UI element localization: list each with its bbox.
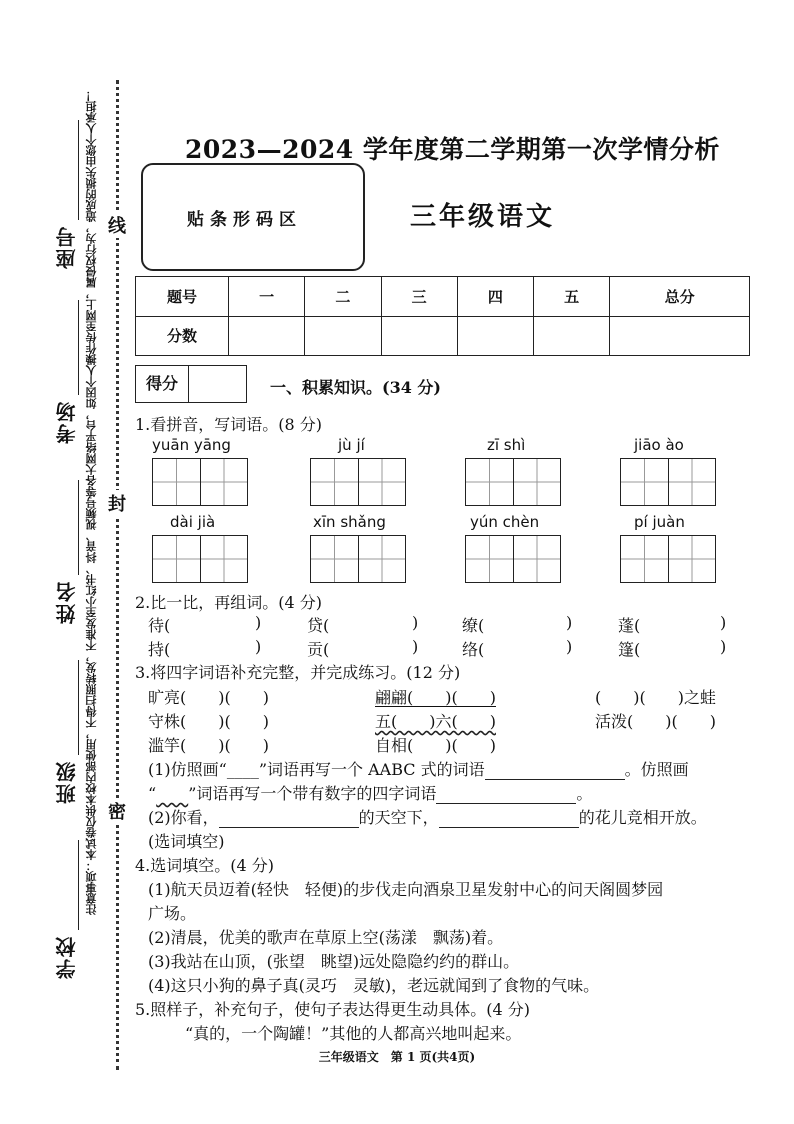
- q5-title: 5.照样子，补充句子，使句子表达得更生动具体。(4 分): [135, 1000, 531, 1019]
- section-heading: 一、积累知识。(34 分): [270, 378, 441, 397]
- exam-room-field[interactable]: [78, 300, 79, 395]
- score-input-cell[interactable]: [229, 316, 305, 356]
- writing-grid[interactable]: [152, 458, 248, 506]
- compare-char: 蓬(: [618, 616, 641, 635]
- class-field[interactable]: [78, 660, 79, 755]
- section-score-label: 得分: [136, 366, 189, 402]
- writing-grid[interactable]: [465, 535, 561, 583]
- seat-number-label: 座号: [55, 225, 79, 269]
- pinyin-label: xīn shǎng: [313, 513, 386, 531]
- compare-close: ): [720, 637, 727, 656]
- name-field[interactable]: [78, 480, 79, 575]
- idiom-item: 滥竽( )( ): [148, 736, 269, 755]
- q3-title: 3.将四字词语补充完整，并完成练习。(12 分): [135, 663, 461, 682]
- score-row-label: 分数: [136, 316, 229, 356]
- writing-grid[interactable]: [310, 535, 406, 583]
- score-input-cell[interactable]: [457, 316, 533, 356]
- score-header-cell: 题号: [136, 277, 229, 317]
- q3-sub1: [148, 757, 689, 780]
- barcode-area: [141, 163, 365, 271]
- q3-sub1-text: (1)仿照画“____”词语再写一个 AABC 式的词语: [148, 760, 485, 779]
- cut-word-line: 线: [108, 212, 126, 238]
- score-header-cell: 一: [229, 277, 305, 317]
- writing-grid[interactable]: [465, 458, 561, 506]
- pinyin-label: yún chèn: [470, 513, 540, 531]
- idiom-item: ( )( )之蛙: [595, 688, 716, 707]
- pinyin-label: pí juàn: [634, 513, 685, 531]
- q5-example: “真的，一个陶罐！”其他的人都高兴地叫起来。: [185, 1024, 522, 1043]
- q3-sub1-cont: [148, 781, 592, 804]
- compare-char: 贡(: [307, 640, 330, 659]
- compare-char: 待(: [148, 616, 171, 635]
- idiom-item-wavy: 五( )六( ): [375, 712, 496, 731]
- pinyin-label: zī shì: [487, 436, 526, 454]
- idiom-item: 守株( )( ): [148, 712, 269, 731]
- q4-line: (1)航天员迈着(轻快 轻便)的步伐走向酒泉卫星发射中心的问天阁圆梦园: [148, 880, 664, 899]
- answer-blank[interactable]: [436, 784, 576, 804]
- idiom-item: 自相( )( ): [375, 736, 496, 755]
- score-header-cell: 总分: [610, 277, 750, 317]
- q2-title: 2.比一比，再组词。(4 分): [135, 593, 323, 612]
- score-header-cell: 四: [457, 277, 533, 317]
- pinyin-label: yuān yāng: [152, 436, 231, 454]
- q3-sub2-note: (选词填空): [148, 832, 225, 851]
- school-field[interactable]: [78, 840, 79, 930]
- seat-number-field[interactable]: [78, 120, 79, 220]
- q3-sub1-text: ”词语再写一个带有数字的四字词语: [188, 784, 437, 803]
- cut-word-seal: 封: [108, 490, 126, 516]
- name-label: 姓名: [55, 580, 79, 624]
- q3-sub2-text: 的天空下，: [358, 808, 439, 827]
- writing-grid[interactable]: [152, 535, 248, 583]
- q3-sub1-text: 。: [576, 784, 593, 803]
- score-input-cell[interactable]: [610, 316, 750, 356]
- compare-char: 贷(: [307, 616, 330, 635]
- q1-title: 1.看拼音，写词语。(8 分): [135, 415, 323, 434]
- compare-close: ): [566, 637, 573, 656]
- section-score-box: [135, 365, 247, 403]
- subject-title: 三年级语文: [410, 202, 556, 232]
- score-header-cell: 三: [381, 277, 457, 317]
- q4-title: 4.选词填空。(4 分): [135, 856, 275, 875]
- q4-line: (2)清晨，优美的歌声在草原上空(荡漾 飘荡)着。: [148, 928, 504, 947]
- answer-blank[interactable]: [219, 808, 359, 828]
- q3-sub2-text: (2)你看，: [148, 808, 219, 827]
- compare-char: 络(: [462, 640, 485, 659]
- compare-char: 持(: [148, 640, 171, 659]
- answer-blank[interactable]: [485, 760, 625, 780]
- writing-grid[interactable]: [620, 458, 716, 506]
- pinyin-label: jiāo ào: [634, 436, 684, 454]
- compare-close: ): [255, 613, 262, 632]
- q3-sub2: [148, 805, 707, 828]
- compare-close: ): [412, 613, 419, 632]
- idiom-item-underlined: 翩翩( )( ): [375, 688, 496, 707]
- q3-sub1-text: 。仿照画: [624, 760, 689, 779]
- score-input-cell[interactable]: [381, 316, 457, 356]
- school-label: 学校: [55, 935, 79, 979]
- score-input-cell[interactable]: [305, 316, 381, 356]
- writing-grid[interactable]: [310, 458, 406, 506]
- page-footer: 三年级语文 第 1 页(共4页): [318, 1050, 476, 1064]
- pinyin-label: dài jià: [170, 513, 216, 531]
- writing-grid[interactable]: [620, 535, 716, 583]
- compare-close: ): [720, 613, 727, 632]
- cut-word-secret: 密: [108, 798, 126, 824]
- exam-title: 2023—2024 学年度第二学期第一次学情分析: [185, 135, 720, 164]
- q3-sub1-text: “: [148, 784, 157, 803]
- q4-line: (3)我站在山顶，(张望 眺望)远处隐隐约约的群山。: [148, 952, 520, 971]
- wavy-mark: [156, 784, 188, 803]
- q3-sub2-text: 的花儿竞相开放。: [578, 808, 707, 827]
- pinyin-label: jù jí: [338, 436, 365, 454]
- q4-line: 广场。: [148, 904, 197, 923]
- compare-close: ): [255, 637, 262, 656]
- score-table: [135, 276, 750, 356]
- exam-room-label: 考场: [55, 400, 79, 444]
- compare-close: ): [412, 637, 419, 656]
- q4-line: (4)这只小狗的鼻子真(灵巧 灵敏)，老远就闻到了食物的气味。: [148, 976, 600, 995]
- compare-char: 篷(: [618, 640, 641, 659]
- score-header-cell: 二: [305, 277, 381, 317]
- answer-blank[interactable]: [439, 808, 579, 828]
- score-input-cell[interactable]: [534, 316, 610, 356]
- binding-notice: 注意事项：本试卷仅供本校内部使用，不得扫照转发，不准发至小红书、抖音、视频号等各大网络平台，如因个人操作传至网上，属侵权行为，造成的损失由您个人承担！: [85, 90, 98, 915]
- class-label: 班级: [55, 760, 79, 804]
- compare-char: 缭(: [462, 616, 485, 635]
- score-header-cell: 五: [534, 277, 610, 317]
- idiom-item: 活泼( )( ): [595, 712, 716, 731]
- compare-close: ): [566, 613, 573, 632]
- barcode-label: 贴条形码区: [187, 210, 302, 230]
- idiom-item: 旷亮( )( ): [148, 688, 269, 707]
